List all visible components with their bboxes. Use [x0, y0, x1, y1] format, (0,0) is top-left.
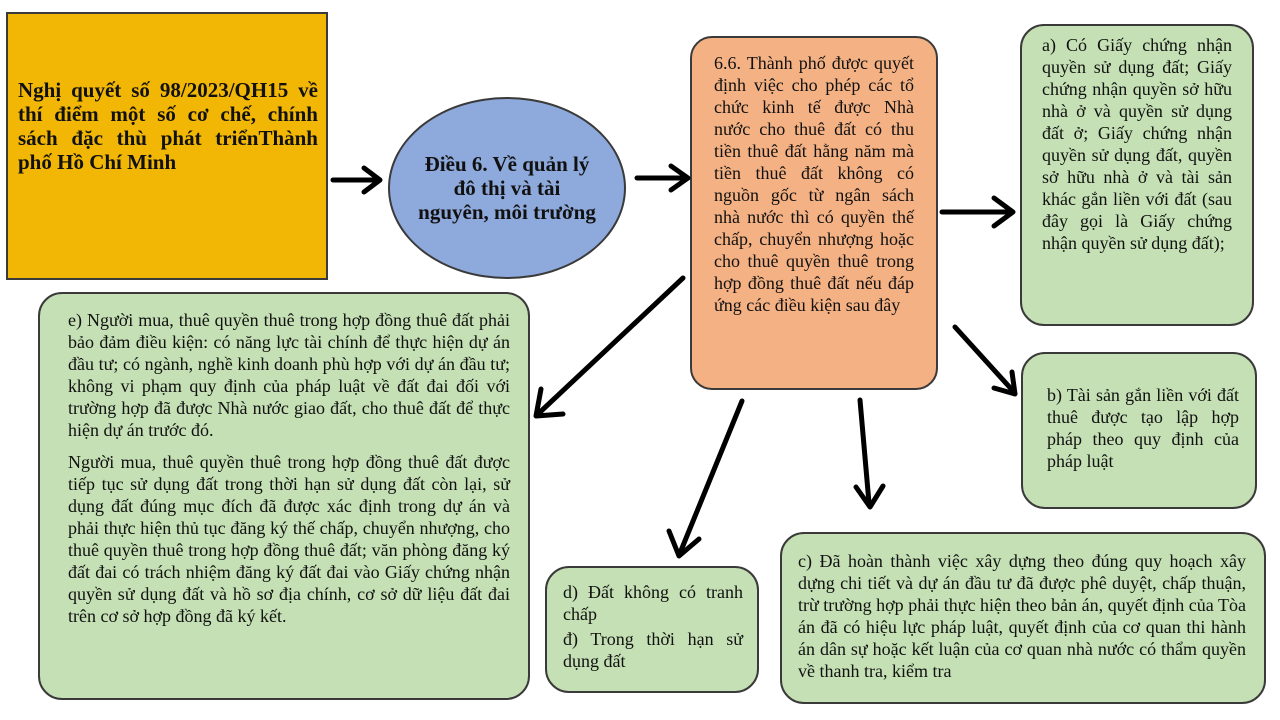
arrow-clause-to-condition-e: [536, 278, 683, 416]
arrow-clause-to-condition-a: [942, 198, 1013, 226]
condition-b-box: [1021, 352, 1257, 509]
condition-c-box: [780, 532, 1266, 704]
resolution-title-box: [6, 12, 328, 280]
arrow-clause-to-condition-b: [955, 327, 1015, 394]
condition-e-paragraph-1: e) Người mua, thuê quyền thuê trong hợp đồng thuê đất phải bảo đảm điều kiện: có năng lực tài chính để thực hiện dự án đầu tư; có ngành, nghề kinh doanh phù hợp với dự án đầu tư; không vi phạm quy định của pháp luật về đất đai đối với trường hợp đã được Nhà nước giao đất, cho thuê đất để thực hiện dự án trước đó.: [68, 310, 510, 440]
condition-b-text: b) Tài sản gắn liền với đất thuê được tạo lập hợp pháp theo quy định của pháp luật: [1047, 385, 1239, 471]
article-6-text: Điều 6. Về quản lý đô thị và tài nguyên, môi trường: [418, 152, 596, 224]
condition-e-box: [38, 292, 530, 700]
article-6-ellipse: [388, 97, 626, 279]
clause-6-6-text: 6.6. Thành phố được quyết định việc cho phép các tổ chức kinh tế được Nhà nước cho thuê đất có thu tiền thuê đất hằng năm mà tiền thuê đất không có nguồn gốc từ ngân sách nhà nước thì có quyền thế chấp, chuyển nhượng hoặc cho thuê quyền thuê trong hợp đồng thuê đất nếu đáp ứng các điều kiện sau đây: [714, 53, 914, 315]
arrow-clause-to-condition-d: [669, 401, 742, 556]
condition-d-dd-box: [545, 566, 759, 693]
condition-dd-text: đ) Trong thời hạn sử dụng đất: [563, 629, 743, 671]
arrow-title-to-article: [333, 168, 380, 192]
arrow-clause-to-condition-c: [856, 400, 883, 507]
condition-d-text: d) Đất không có tranh chấp: [563, 582, 743, 624]
resolution-title-text: Nghị quyết số 98/2023/QH15 về thí điểm một số cơ chế, chính sách đặc thù phát triểnThành phố Hồ Chí Minh: [18, 78, 318, 174]
condition-a-text: a) Có Giấy chứng nhận quyền sử dụng đất; Giấy chứng nhận quyền sở hữu nhà ở và quyền sử dụng đất ở; Giấy chứng nhận quyền sử dụng đất, quyền sở hữu nhà ở và tài sản khác gắn liền với đất (sau đây gọi là Giấy chứng nhận quyền sử dụng đất);: [1042, 35, 1232, 253]
arrow-article-to-clause: [637, 166, 688, 190]
condition-e-paragraph-2: Người mua, thuê quyền thuê trong hợp đồng thuê đất được tiếp tục sử dụng đất trong thời hạn sử dụng đất còn lại, sử dụng đất đúng mục đích đã được xác định trong dự án và phải thực hiện thủ tục đăng ký thế chấp, chuyển nhượng, cho thuê quyền thuê trong hợp đồng thuê đất; văn phòng đăng ký đất đai có trách nhiệm đăng ký đất đai vào Giấy chứng nhận quyền sử dụng đất và hồ sơ địa chính, cơ sở dữ liệu đất đai trên cơ sở hợp đồng đã ký kết.: [68, 452, 510, 626]
clause-6-6-box: [690, 36, 938, 390]
condition-c-text: c) Đã hoàn thành việc xây dựng theo đúng quy hoạch xây dựng chi tiết và dự án đầu tư đã được phê duyệt, chấp thuận, trừ trường hợp phải thực hiện theo bản án, quyết định của Tòa án đã có hiệu lực pháp luật, quyết định của cơ quan thi hành án dân sự hoặc kết luận của cơ quan nhà nước có thẩm quyền về thanh tra, kiểm tra: [798, 551, 1246, 681]
condition-a-box: [1020, 24, 1254, 326]
